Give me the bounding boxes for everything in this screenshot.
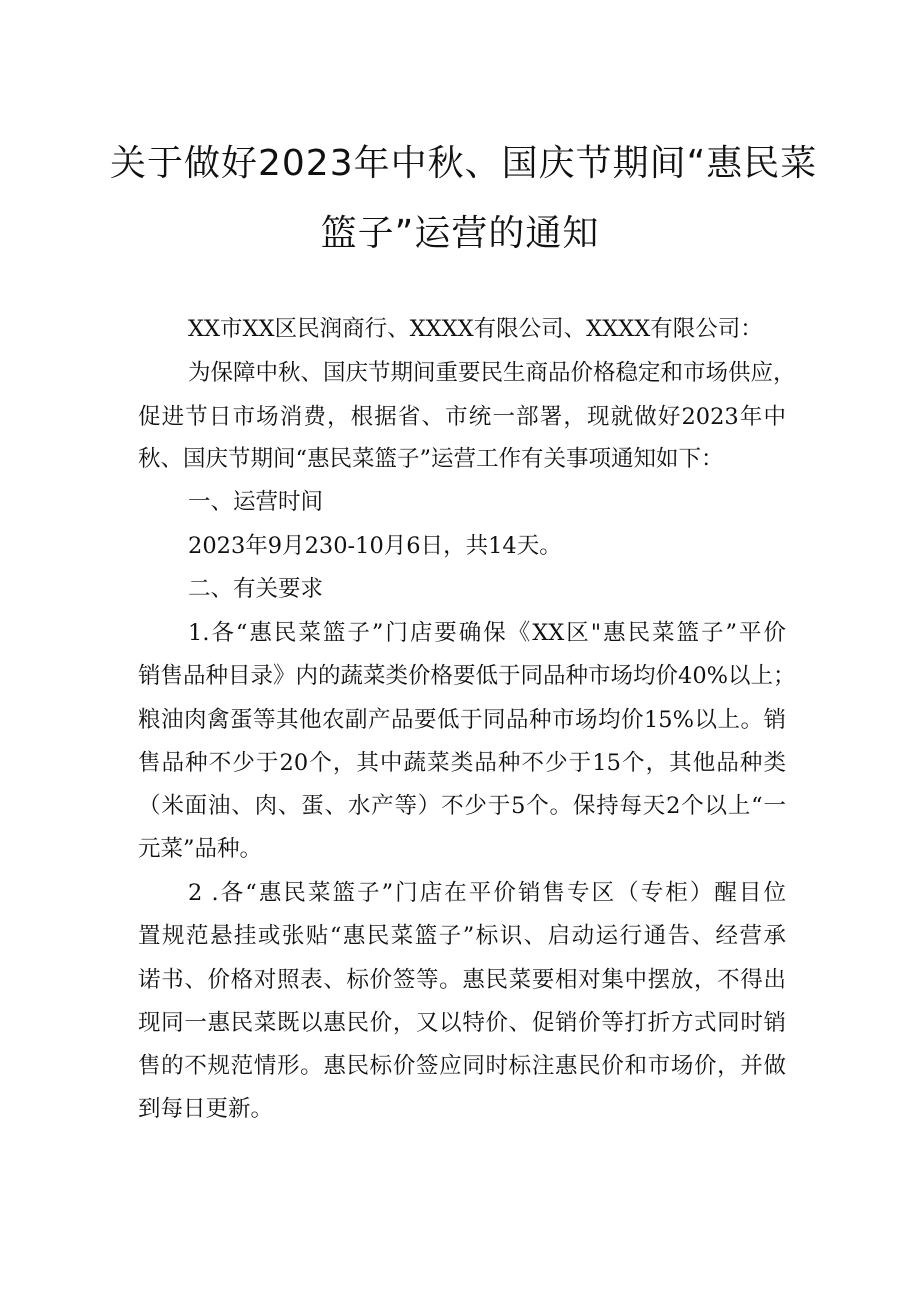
item-2-line: 诺书、价格对照表、标价签等。惠民菜要相对集中摆放，不得出 bbox=[138, 967, 786, 993]
item-1-line: 1.各“惠民菜篮子”门店要确保《XX区"惠民菜篮子”平价 bbox=[188, 620, 786, 646]
intro-line: 促进节日市场消费，根据省、市统一部署，现就做好2023年中 bbox=[138, 404, 786, 430]
item-1-line: 粮油肉禽蛋等其他农副产品要低于同品种市场均价15%以上。销 bbox=[138, 707, 786, 733]
intro-line: 秋、国庆节期间“惠民菜篮子”运营工作有关事项通知如下： bbox=[138, 446, 724, 472]
title-line-2: 篮子”运营的通知 bbox=[320, 213, 600, 254]
title-line-1: 关于做好2023年中秋、国庆节期间“惠民菜 bbox=[110, 143, 818, 184]
section-heading-1: 一、运营时间 bbox=[188, 489, 324, 515]
item-2-line: 现同一惠民菜既以惠民价，又以特价、促销价等打折方式同时销 bbox=[138, 1010, 786, 1036]
addressee: XX市XX区民润商行、XXXX有限公司、XXXX有限公司： bbox=[188, 316, 763, 342]
item-1-line: 销售品种目录》内的蔬菜类价格要低于同品种市场均价40%以上； bbox=[138, 663, 796, 689]
section-1-body: 2023年9月230-10月6日，共14天。 bbox=[188, 533, 562, 559]
item-2-line: 售的不规范情形。惠民标价签应同时标注惠民价和市场价，并做 bbox=[138, 1053, 786, 1079]
item-2-line: 2 .各“惠民菜篮子”门店在平价销售专区（专柜）醒目位 bbox=[188, 880, 786, 906]
item-2-line: 置规范悬挂或张贴“惠民菜篮子”标识、启动运行通告、经营承 bbox=[138, 923, 786, 949]
item-1-line: （米面油、肉、蛋、水产等）不少于5个。保持每天2个以上“一 bbox=[138, 793, 786, 819]
item-1-line: 售品种不少于20个，其中蔬菜类品种不少于15个，其他品种类 bbox=[138, 750, 786, 776]
intro-line: 为保障中秋、国庆节期间重要民生商品价格稳定和市场供应， bbox=[188, 360, 796, 386]
section-heading-2: 二、有关要求 bbox=[188, 576, 324, 602]
item-2-line: 到每日更新。 bbox=[138, 1096, 274, 1122]
item-1-line: 元菜”品种。 bbox=[138, 836, 263, 862]
